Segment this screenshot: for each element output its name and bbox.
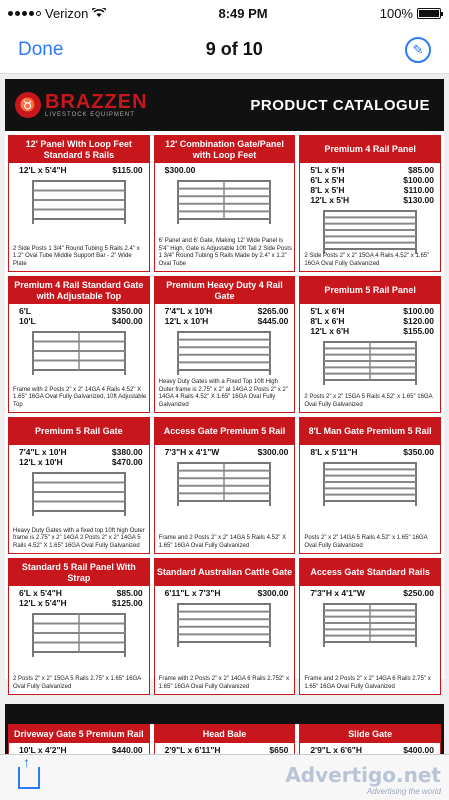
size-label: 7'4"L x 10'H — [164, 306, 213, 316]
document-navbar — [0, 26, 449, 74]
catalog-heading: PRODUCT CATALOGUE — [250, 96, 430, 114]
gate-image — [19, 328, 139, 376]
product-card — [154, 276, 296, 413]
catalog-banner — [5, 79, 444, 131]
carrier-label: Verizon — [45, 5, 89, 21]
battery-label: 100% — [379, 5, 413, 21]
size-label: 8'L x 6'H — [310, 316, 345, 326]
price-row — [19, 316, 143, 326]
gate-image — [310, 207, 430, 255]
product-prices — [300, 445, 440, 457]
product-title: Standard Australian Cattle Gate — [155, 559, 295, 586]
price-row — [165, 745, 289, 754]
price-row — [165, 447, 289, 457]
gate-image — [165, 328, 285, 376]
page-indicator: 9 of 10 — [205, 39, 263, 59]
product-prices — [300, 743, 440, 754]
product-prices — [9, 445, 149, 467]
gate-image — [165, 177, 285, 225]
gate-image — [19, 177, 139, 225]
size-label: 6'L — [19, 306, 31, 316]
price-label: $155.00 — [403, 326, 434, 336]
price-label: $300.00 — [257, 588, 289, 598]
clock: 8:49 PM — [218, 5, 268, 21]
size-label: 6'L x 5'4"H — [19, 588, 62, 598]
product-card — [299, 558, 441, 695]
product-prices — [300, 586, 440, 598]
size-label: 12'L x 10'H — [164, 316, 209, 326]
price-row — [310, 588, 434, 598]
product-prices — [155, 586, 295, 598]
price-label: $470.00 — [111, 457, 143, 467]
price-row — [165, 588, 289, 598]
product-prices — [300, 304, 440, 336]
price-row — [310, 185, 434, 195]
price-label: $85.00 — [116, 588, 143, 598]
price-label: $100.00 — [403, 175, 434, 185]
product-prices — [300, 163, 440, 205]
product-prices — [155, 445, 295, 457]
product-prices — [9, 586, 149, 608]
brand-logo — [15, 92, 148, 118]
price-row — [19, 745, 143, 754]
size-label: 7'4"L x 10'H — [19, 447, 67, 457]
price-row — [19, 598, 143, 608]
product-title: Slide Gate — [300, 725, 440, 743]
product-card — [154, 135, 296, 272]
price-label: $125.00 — [111, 598, 143, 608]
gate-image — [165, 459, 285, 507]
markup-icon[interactable]: ✎ — [405, 37, 431, 63]
product-specs: 2 Posts 2" x 2" 15GA 5 Rails 2.75" x 1.65" 16GA Oval Fully Galvanized — [13, 676, 141, 690]
bull-logo-icon: ♉ — [15, 92, 41, 118]
document-viewer[interactable] — [0, 74, 449, 754]
signal-icon — [8, 11, 41, 16]
price-row — [310, 316, 434, 326]
price-row — [165, 165, 289, 175]
product-specs: 2 Posts 2" x 2" 15GA 5 Rails 4.52" x 1.65" 16GA Oval Fully Galvanized — [304, 394, 433, 408]
product-prices — [155, 304, 295, 326]
size-label: 10'L x 4'2"H — [19, 745, 67, 754]
price-label: $400.00 — [111, 316, 143, 326]
price-label: $350.00 — [111, 306, 143, 316]
price-label: $265.00 — [257, 306, 289, 316]
product-title: Premium 4 Rail Panel — [300, 136, 440, 163]
size-label: 8'L x 5'11"H — [310, 447, 358, 457]
price-label: $350.00 — [403, 447, 434, 457]
size-label: 8'L x 5'H — [310, 185, 345, 195]
catalog-page — [5, 79, 444, 690]
size-label: 12'L x 10'H — [19, 457, 63, 467]
next-page — [5, 704, 444, 754]
status-bar — [0, 0, 449, 26]
price-label: $250.00 — [403, 588, 434, 598]
gate-image — [310, 338, 430, 386]
product-card — [299, 724, 441, 754]
gate-image — [310, 459, 430, 507]
product-specs: Frame and 2 Posts 2" x 2" 14GA 6 Rails 2.75" x 1.65" 16GA Oval Fully Galvanized — [304, 676, 431, 690]
size-label: 5'L x 5'H — [310, 165, 345, 175]
brand-name: BRAZZEN — [45, 91, 148, 113]
product-title: Access Gate Premium 5 Rail — [155, 418, 295, 445]
product-title: 12' Combination Gate/Panel with Loop Feet — [155, 136, 295, 163]
size-label: $300.00 — [164, 165, 196, 175]
size-label: 2'9"L x 6'6"H — [310, 745, 362, 754]
watermark-tagline: Advertising the world — [366, 787, 441, 796]
price-row — [310, 306, 434, 316]
product-card — [8, 276, 150, 413]
price-row — [310, 165, 434, 175]
size-label: 10'L — [19, 316, 36, 326]
gate-image — [19, 610, 139, 658]
product-title: Premium 4 Rail Standard Gate with Adjustable Top — [9, 277, 149, 304]
product-specs: 2 Side Posts 1 3/4" Round Tubing 5 Rails 2.4" x 1.2" Oval Tube Middle Support Bar - 2" Wide Plate — [13, 245, 140, 267]
product-card — [299, 417, 441, 554]
price-label: $440.00 — [111, 745, 143, 754]
product-prices — [9, 304, 149, 326]
size-label: 5'L x 6'H — [310, 306, 345, 316]
watermark-text: Advertigo.net — [285, 763, 441, 787]
product-specs: 6' Panel and 6' Gate, Making 12' Wide Panel is 5'4" High, Gate is Adjustable 10ft Tall 2 Side Posts 1 3/4" Round Tubing 5 Rails Made by 2.4" x 1.2" Oval Tube — [158, 238, 292, 267]
price-row — [310, 175, 434, 185]
product-title: 12' Panel With Loop Feet Standard 5 Rails — [9, 136, 149, 163]
bottom-toolbar — [0, 754, 449, 800]
next-page-products — [8, 724, 441, 754]
product-card — [154, 724, 296, 754]
price-row — [165, 306, 289, 316]
price-row — [165, 316, 289, 326]
price-row — [19, 447, 143, 457]
product-specs: Heavy Duty Gates with a Fixed Top 10ft High Outer frame is 2.75" x 2" at 14GA 2 Posts 2" x 2" 14GA 4 Rails 4.52" X 1.65" 16GA Oval Fully Galvanized — [158, 379, 288, 408]
size-label: 6'11"L x 7'3"H — [164, 588, 221, 598]
status-left — [8, 6, 106, 21]
product-specs: Frame with 2 Posts 2" x 2" 14GA 6 Rails 2.752" x 1.65" 16GA Oval Fully Galvanized — [158, 676, 290, 690]
size-label: 6'L x 5'H — [310, 175, 345, 185]
product-specs: Heavy Duty Gates with a fixed top 10ft high Outer frame is 2.75" x 2" 14GA 2 Posts 2" x 2" 14GA 5 Rails 4.52" X 1.65" 16GA Oval Fully Galvanized — [13, 527, 145, 549]
watermark — [285, 763, 441, 796]
size-label: 12'L x 5'H — [310, 195, 350, 205]
product-specs: Posts 2" x 2" 14GA 5 Rails 4.52" x 1.65" 16GA Oval Fully Galvanized — [304, 535, 428, 549]
product-title: Premium 5 Rail Gate — [9, 418, 149, 445]
status-right — [380, 6, 441, 21]
product-card — [8, 135, 150, 272]
price-label: $85.00 — [408, 165, 434, 175]
price-label: $380.00 — [111, 447, 143, 457]
product-card — [154, 417, 296, 554]
product-prices — [155, 163, 295, 175]
price-row — [19, 306, 143, 316]
price-row — [310, 326, 434, 336]
price-label: $110.00 — [403, 185, 434, 195]
product-title: Access Gate Standard Rails — [300, 559, 440, 586]
product-title: Driveway Gate 5 Premium Rail — [9, 725, 149, 743]
product-card — [154, 558, 296, 695]
product-title: Standard 5 Rail Panel With Strap — [9, 559, 149, 586]
price-label: $445.00 — [257, 316, 289, 326]
product-title: Premium Heavy Duty 4 Rail Gate — [155, 277, 295, 304]
price-label: $300.00 — [257, 447, 289, 457]
product-specs: Frame with 2 Posts 2" x 2" 14GA 4 Rails 4.52" X 1.65" 16GA Oval Fully Galvanized, 10ft Adjustable Top — [13, 386, 147, 408]
price-row — [19, 165, 143, 175]
wifi-icon — [92, 6, 106, 21]
price-label: $400.00 — [403, 745, 434, 754]
gate-image — [19, 469, 139, 517]
battery-icon — [417, 8, 441, 19]
product-specs: Frame and 2 Posts 2" x 2" 14GA 5 Rails 4.52" X 1.65" 16GA Oval Fully Galvanized — [158, 535, 287, 549]
done-button[interactable]: Done — [18, 38, 64, 60]
gate-image — [165, 600, 285, 648]
product-card — [299, 276, 441, 413]
price-row — [19, 457, 143, 467]
price-label: $650 — [269, 745, 289, 754]
price-row — [310, 195, 434, 205]
price-row — [310, 447, 434, 457]
product-card — [8, 417, 150, 554]
brand-subtitle: LIVESTOCK EQUIPMENT — [45, 112, 135, 118]
size-label: 12'L x 5'4"H — [19, 598, 67, 608]
price-row — [310, 745, 434, 754]
product-card — [299, 135, 441, 272]
product-card — [8, 558, 150, 695]
product-prices — [9, 743, 149, 754]
product-specs: 2 Side Posts 2" x 2" 15GA 4 Rails 4.52" x 1.65" 16GA Oval Fully Galvanized — [304, 253, 430, 267]
product-title: 8'L Man Gate Premium 5 Rail — [300, 418, 440, 445]
product-card — [8, 724, 150, 754]
price-label: $130.00 — [403, 195, 434, 205]
gate-image — [310, 600, 430, 648]
price-label: $115.00 — [112, 165, 143, 175]
price-label: $100.00 — [403, 306, 434, 316]
product-grid — [8, 135, 441, 695]
size-label: 7'3"H x 4'1"W — [310, 588, 365, 598]
size-label: 2'9"L x 6'11"H — [164, 745, 221, 754]
product-prices — [9, 163, 149, 175]
price-row — [19, 588, 143, 598]
size-label: 12'L x 6'H — [310, 326, 350, 336]
product-prices — [155, 743, 295, 754]
size-label: 7'3"H x 4'1"W — [164, 447, 220, 457]
product-title: Head Bale — [155, 725, 295, 743]
product-title: Premium 5 Rail Panel — [300, 277, 440, 304]
share-icon[interactable] — [18, 767, 40, 789]
price-label: $120.00 — [403, 316, 434, 326]
size-label: 12'L x 5'4"H — [19, 165, 67, 175]
